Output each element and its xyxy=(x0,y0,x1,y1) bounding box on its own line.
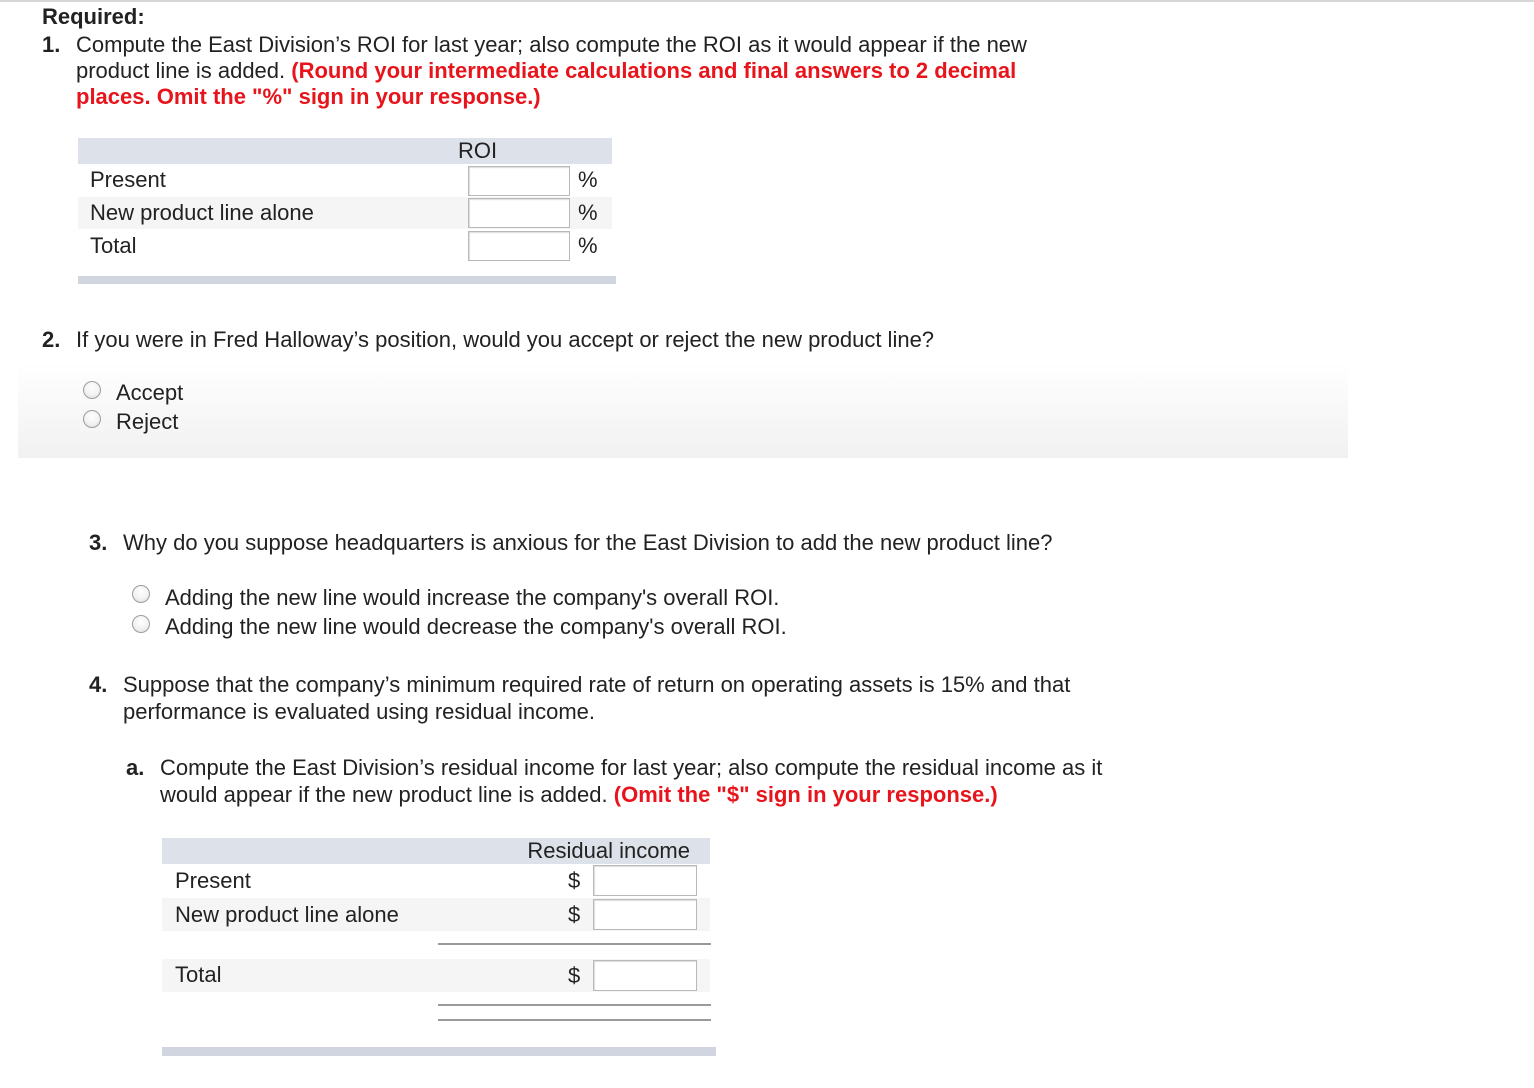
q4a-label: a. xyxy=(126,755,145,780)
roi-table-header-row xyxy=(78,138,612,164)
q4-number: 4. xyxy=(89,672,108,697)
ri-present-input[interactable] xyxy=(593,865,697,896)
roi-new-product-input[interactable] xyxy=(468,198,570,228)
q2-options-panel xyxy=(18,362,1348,458)
percent-sign: % xyxy=(578,167,598,192)
roi-row-label: Present xyxy=(90,167,166,192)
roi-table-footer-bar xyxy=(78,276,616,284)
q1-instruction-red: (Round your intermediate calculations and final answers to 2 decimal xyxy=(291,58,1017,83)
roi-total-input[interactable] xyxy=(468,231,570,261)
roi-column-header: ROI xyxy=(458,138,498,163)
roi-row-label: Total xyxy=(90,233,137,258)
percent-sign: % xyxy=(578,233,598,258)
subtotal-rule xyxy=(438,943,711,945)
roi-row-label: New product line alone xyxy=(90,200,314,225)
percent-sign: % xyxy=(578,200,598,225)
ri-total-input[interactable] xyxy=(593,960,697,991)
dollar-sign: $ xyxy=(568,868,581,893)
q1-text-line2-plain: product line is added. xyxy=(76,58,286,83)
ri-column-header: Residual income xyxy=(527,838,690,863)
decrease-roi-radio[interactable] xyxy=(132,615,150,633)
ri-table-header-row xyxy=(162,838,710,864)
q4a-text-line1: Compute the East Division’s residual income for last year; also compute the residual income as it xyxy=(160,755,1103,780)
ri-row-label: New product line alone xyxy=(175,902,399,927)
q4a-text-line2 xyxy=(160,782,998,808)
q1-instruction-red-line3: places. Omit the "%" sign in your response.) xyxy=(76,84,541,109)
total-double-rule-bottom xyxy=(438,1019,711,1021)
required-heading: Required: xyxy=(42,4,145,29)
accept-label[interactable]: Accept xyxy=(116,380,184,405)
top-divider xyxy=(0,0,1534,2)
ri-row-label: Present xyxy=(175,868,251,893)
q4a-text-line2-plain: would appear if the new product line is added. xyxy=(160,782,608,807)
q1-text-line2 xyxy=(76,58,1016,84)
ri-table-footer-bar xyxy=(162,1047,716,1056)
q4-text-line2: performance is evaluated using residual income. xyxy=(123,699,596,724)
ri-row-label: Total xyxy=(175,962,222,987)
roi-present-input[interactable] xyxy=(468,166,570,196)
increase-roi-label[interactable]: Adding the new line would increase the company's overall ROI. xyxy=(165,585,780,610)
increase-roi-radio[interactable] xyxy=(132,585,150,603)
reject-radio[interactable] xyxy=(83,410,101,428)
reject-label[interactable]: Reject xyxy=(116,409,179,434)
dollar-sign: $ xyxy=(568,902,581,927)
q3-text: Why do you suppose headquarters is anxious for the East Division to add the new product line? xyxy=(123,530,1053,555)
dollar-sign: $ xyxy=(568,963,581,988)
total-double-rule-top xyxy=(438,1004,711,1006)
q2-text: If you were in Fred Halloway’s position, would you accept or reject the new product line? xyxy=(76,327,935,352)
q4a-instruction-red: (Omit the "$" sign in your response.) xyxy=(613,782,998,807)
q4-text-line1: Suppose that the company’s minimum required rate of return on operating assets is 15% and that xyxy=(123,672,1071,697)
accept-radio[interactable] xyxy=(83,381,101,399)
q1-number: 1. xyxy=(42,32,61,57)
q1-text-line1: Compute the East Division’s ROI for last year; also compute the ROI as it would appear if the new xyxy=(76,32,1027,57)
ri-new-product-input[interactable] xyxy=(593,899,697,930)
q3-number: 3. xyxy=(89,530,108,555)
q2-number: 2. xyxy=(42,327,61,352)
decrease-roi-label[interactable]: Adding the new line would decrease the company's overall ROI. xyxy=(165,614,787,639)
